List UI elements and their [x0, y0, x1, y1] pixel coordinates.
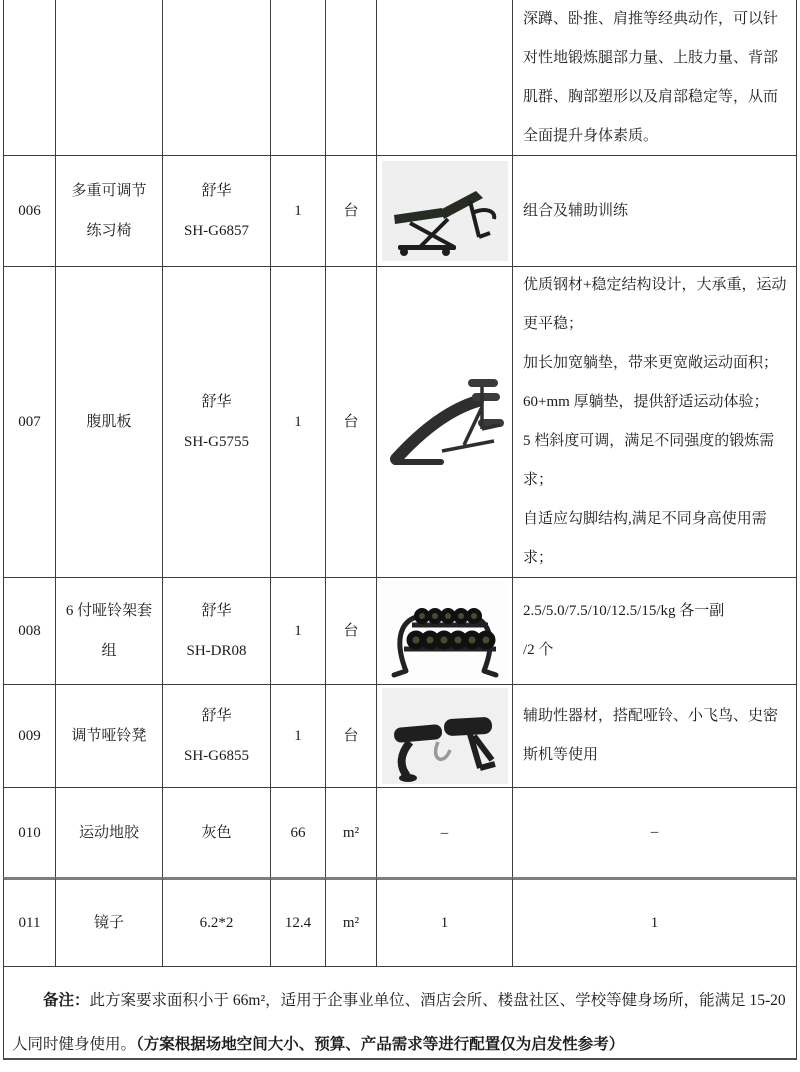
item-model: SH-G5755: [183, 434, 249, 450]
item-number: 007: [3, 267, 56, 578]
table-row-010: [3, 788, 797, 877]
item-name: [56, 578, 163, 685]
table-row-remark: [3, 967, 797, 1060]
item-qty: 1: [271, 578, 326, 685]
ab-board-image: [382, 367, 508, 477]
item-spec: [163, 578, 271, 685]
item-model: SH-DR08: [186, 643, 247, 659]
item-description: 5 档斜度可调，满足不同强度的锻炼需求；: [523, 433, 775, 488]
item-model: SH-G6855: [183, 748, 249, 764]
item-name-line: 镜子: [93, 915, 124, 931]
item-description-cell: [513, 156, 797, 267]
item-number: 011: [3, 877, 56, 967]
item-description-cell: [513, 685, 797, 788]
dumbbell-bench-image: [382, 688, 508, 784]
item-description: 优质钢材+稳定结构设计，大承重，运动更平稳；: [523, 277, 787, 332]
table-row-continued: [3, 0, 797, 156]
remark-label: 备注：: [43, 992, 90, 1009]
cell-item-unit: [326, 0, 377, 156]
remark-text: 此方案要求面积小于 66m²，适用于企事业单位、酒店会所、楼盘社区、学校等健身场所，能满足 15-20 人同时健身使用。: [12, 992, 786, 1053]
item-qty: 12.4: [271, 877, 326, 967]
item-name-line: 腹肌板: [86, 414, 132, 430]
item-unit: 台: [326, 578, 377, 685]
item-color: 灰色: [201, 824, 232, 841]
table-row-008: [3, 578, 797, 685]
item-description-cell: [513, 877, 797, 967]
item-spec: [163, 267, 271, 578]
item-number: 009: [3, 685, 56, 788]
item-qty: 66: [271, 788, 326, 877]
item-description: –: [650, 824, 659, 840]
item-name-line: 运动地胶: [78, 824, 139, 841]
item-description: 深蹲、卧推、肩推等经典动作，可以针对性地锻炼腿部力量、上肢力量、背部肌群、胸部塑形以及肩部稳定等，从而全面提升身体素质。: [523, 10, 779, 144]
item-spec: [163, 788, 271, 877]
item-name: [56, 788, 163, 877]
cell-item-qty: [271, 0, 326, 156]
item-qty: 1: [271, 156, 326, 267]
item-description-cell: [513, 267, 797, 578]
cell-item-name: [56, 0, 163, 156]
table-row-009: [3, 685, 797, 788]
item-description: 1: [650, 914, 659, 931]
item-description: 2.5/5.0/7.5/10/12.5/15/kg 各一副: [523, 603, 725, 619]
table-row-006: [3, 156, 797, 267]
item-name-line: 练习椅: [86, 223, 132, 239]
cell-item-no: [3, 0, 56, 156]
item-brand: 舒华: [201, 394, 232, 410]
item-name-line: 6 付哑铃架套: [65, 603, 153, 619]
item-brand: 舒华: [201, 708, 232, 724]
item-qty: 1: [271, 267, 326, 578]
item-image-placeholder: 1: [377, 877, 513, 967]
item-image-placeholder: –: [377, 788, 513, 877]
item-number: 008: [3, 578, 56, 685]
item-spec: [163, 877, 271, 967]
item-description: 组合及辅助训练: [523, 202, 629, 219]
item-description: 自适应勾脚结构,满足不同身高使用需求；: [523, 511, 767, 566]
item-unit: 台: [326, 685, 377, 788]
item-name: [56, 267, 163, 578]
item-spec: [163, 685, 271, 788]
item-size: 6.2*2: [199, 915, 234, 931]
item-brand: 舒华: [201, 603, 232, 619]
item-image-cell: [377, 685, 513, 788]
item-unit: m²: [326, 788, 377, 877]
remark-bold-note: （方案根据场地空间大小、预算、产品需求等进行配置仅为启发性参考）: [136, 1036, 625, 1053]
item-model: SH-G6857: [183, 223, 249, 239]
adjustable-bench-image: [382, 161, 508, 261]
item-unit: 台: [326, 267, 377, 578]
item-name-line: 多重可调节: [71, 183, 147, 199]
item-qty: 1: [271, 685, 326, 788]
item-name-line: 组: [101, 643, 117, 659]
item-description: /2 个: [523, 642, 554, 658]
remark-paragraph: [12, 979, 786, 1060]
item-description-cell: [513, 788, 797, 877]
item-name: [56, 156, 163, 267]
table-row-011: [3, 877, 797, 967]
item-name-line: 调节哑铃凳: [71, 728, 147, 744]
item-unit: m²: [326, 877, 377, 967]
equipment-table: [3, 0, 797, 1060]
item-number: 006: [3, 156, 56, 267]
item-image-cell: [377, 156, 513, 267]
cell-item-spec: [163, 0, 271, 156]
item-description: 辅助性器材，搭配哑铃、小飞鸟、史密斯机等使用: [523, 708, 779, 763]
item-image-cell: [377, 578, 513, 685]
item-number: 010: [3, 788, 56, 877]
item-brand: 舒华: [201, 183, 232, 199]
cell-item-desc: [513, 0, 797, 156]
item-description-cell: [513, 578, 797, 685]
item-name: [56, 685, 163, 788]
cell-item-image: [377, 0, 513, 156]
item-description: 60+mm 厚躺垫，提供舒适运动体验；: [523, 394, 769, 410]
item-spec: [163, 156, 271, 267]
item-description: 加长加宽躺垫，带来更宽敞运动面积；: [523, 355, 779, 371]
item-name: [56, 877, 163, 967]
item-image-cell: [377, 267, 513, 578]
item-unit: 台: [326, 156, 377, 267]
table-row-007: [3, 267, 797, 578]
remark-cell: [3, 967, 797, 1060]
dumbbell-rack-image: [382, 581, 508, 681]
